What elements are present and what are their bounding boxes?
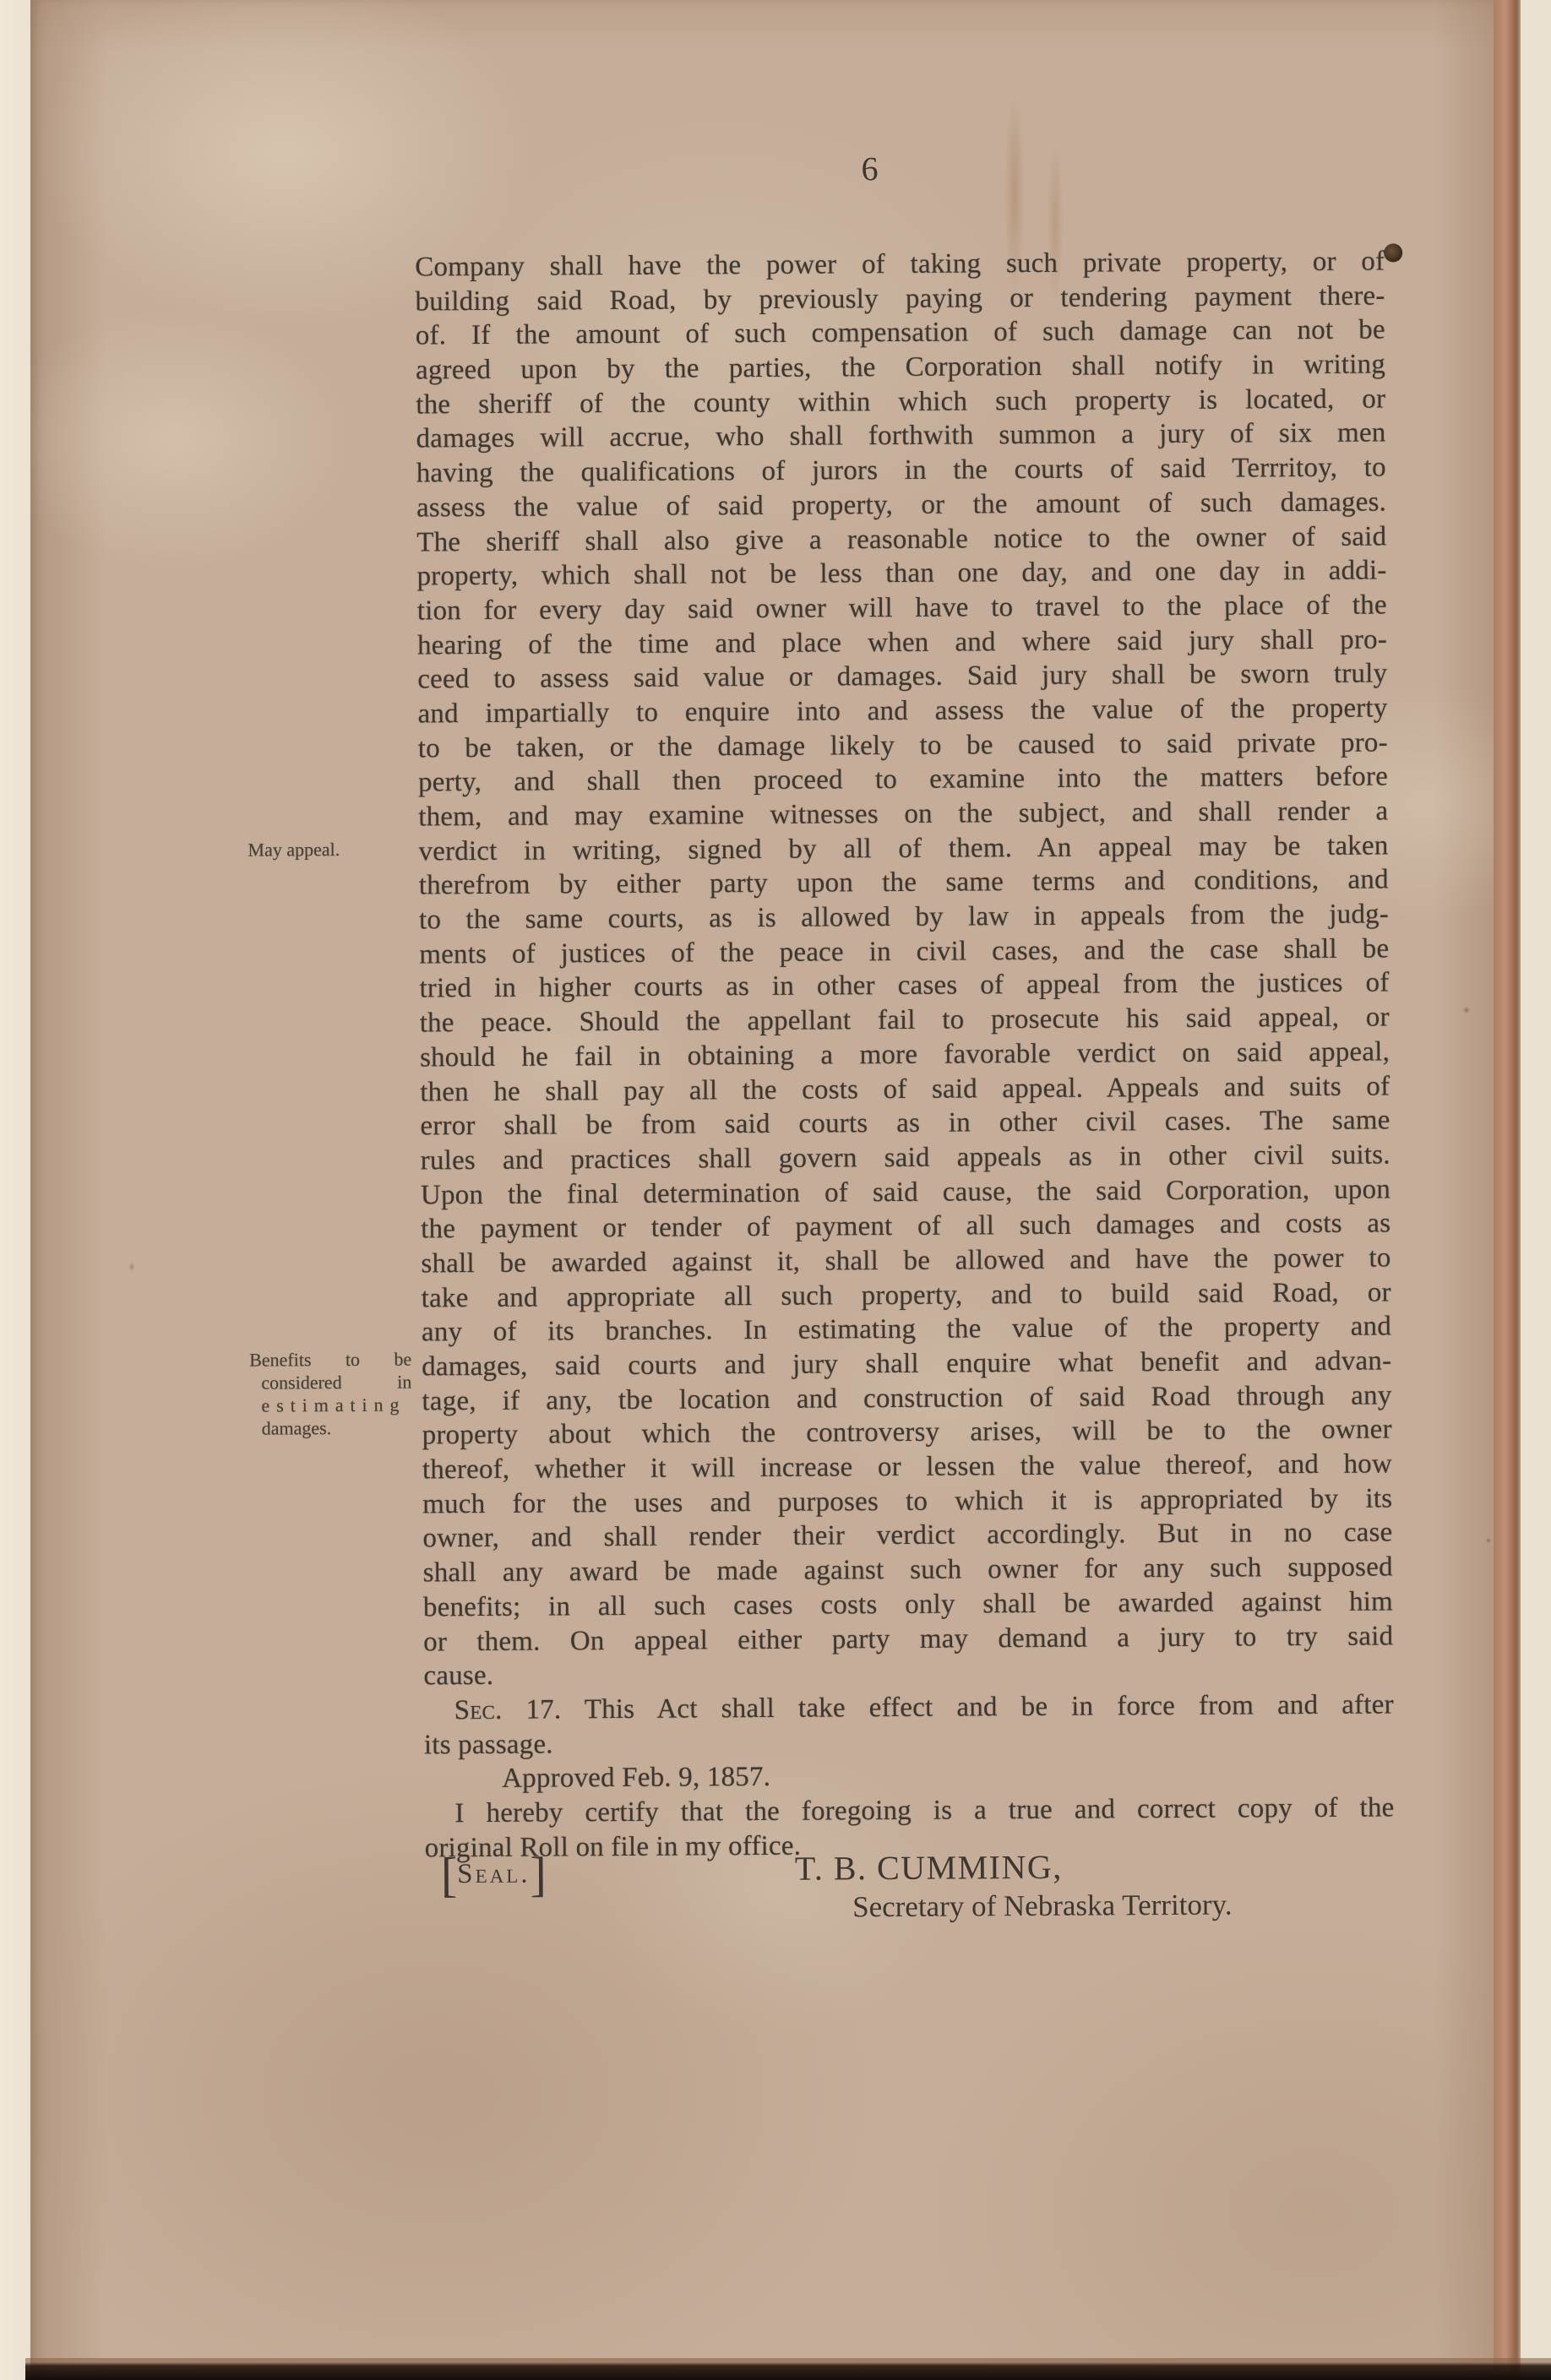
text-line: shall be awarded against it, shall be allowed and have the power to [421,1242,1391,1280]
text-line: thereof, whether it will increase or lessen the value thereof, and how [422,1448,1393,1486]
signatory-title: Secretary of Nebraska Territory. [852,1888,1233,1924]
text-line: to be taken, or the damage likely to be caused to said private pro- [417,727,1388,764]
text-line: take and appropriate all such property, and to build said Road, or [421,1277,1391,1314]
text-line: or them. On appeal either party may demand a jury to try said [423,1620,1394,1657]
text-line: property about which the controversy arises, will be to the owner [422,1414,1392,1451]
text-line: perty, and shall then proceed to examine into the matters before [417,761,1389,798]
margin-note-line: May appeal. [248,839,340,861]
margin-note-line: estimating [261,1394,406,1416]
margin-note-benefits [249,1348,412,1440]
margin-note-line: considered in [261,1371,412,1394]
text-line: the payment or tender of payment of all such damages and costs as [421,1208,1391,1245]
section-label: Sec. [454,1694,503,1726]
text-line: tion for every day said owner will have to travel to the place of the [416,590,1387,627]
text-line: them, and may examine witnesses on the subject, and shall render a [418,796,1389,833]
text-line: any of its branches. In estimating the value of the property and [421,1311,1392,1348]
text-line: having the qualifications of jurors in the courts of said Terrritoy, to [416,452,1386,489]
text-line: agreed upon by the parties, the Corporation shall notify in writing [415,349,1386,386]
text-line: tried in higher courts as in other cases of appeal from the justices of [419,967,1390,1004]
seal-mark [440,1846,547,1903]
text-line: property, which shall not be less than one day, and one day in addi- [416,555,1387,592]
text-line: therefrom by either party upon the same terms and conditions, and [418,864,1389,901]
seal-label: Seal. [457,1858,531,1890]
seal-bracket-open: [ [440,1847,458,1903]
text-line: should he fail in obtaining a more favorable verdict on said appeal, [419,1036,1390,1073]
text-line: hearing of the time and place when and where said jury shall pro- [416,623,1388,661]
signatory-name: T. B. CUMMING, [794,1847,1063,1888]
text-line: its passage. [423,1729,553,1760]
text-line: the sheriff of the county within which such property is located, or [416,383,1386,421]
margin-note-line: Benefits to be [249,1348,412,1371]
body-text [415,244,1395,1865]
ink-dot [1384,243,1402,262]
text-line: then he shall pay all the costs of said appeal. Appeals and suits of [420,1070,1390,1107]
text-line: to the same courts, as is allowed by law in appeals from the judg- [418,899,1390,936]
text-line: benefits; in all such cases costs only shall be awarded against him [422,1586,1394,1623]
text-line: ments of justices of the peace in civil cases, and the case shall be [419,933,1390,970]
text-line: cause. [423,1660,494,1692]
text-line: rules and practices shall govern said appeals as in other civil suits. [420,1139,1390,1176]
text-line: Upon the final determination of said cause, the said Corporation, upon [420,1173,1391,1210]
seal-bracket-close: ] [530,1846,547,1902]
text-line: original Roll on file in my office. [424,1830,802,1864]
text-line: error shall be from said courts as in other civil cases. The same [420,1105,1390,1142]
page-number: 6 [861,149,879,188]
text-line: damages will accrue, who shall forthwith summon a jury of six men [416,417,1386,454]
text-line: Sec. 17. This Act shall take effect and be in force from and after [454,1689,1394,1726]
text-line: The sheriff shall also give a reasonable notice to the owner of said [416,520,1387,557]
text-line: the peace. Should the appellant fail to prosecute his said appeal, or [419,1002,1390,1039]
text-line: and impartially to enquire into and assess the value of the property [417,693,1388,730]
text-line: I hereby certify that the foregoing is a true and correct copy of the [454,1792,1395,1829]
text-line: Company shall have the power of taking such private property, or of [415,246,1385,283]
text-line: shall any award be made against such owner for any such supposed [422,1551,1393,1589]
text-line: ceed to assess said value or damages. Said jury shall be sworn truly [417,658,1388,695]
margin-note-may-appeal [248,838,383,861]
text-line: damages, said courts and jury shall enquire what benefit and advan- [422,1345,1392,1383]
text-line: much for the uses and purposes to which it is appropriated by its [422,1483,1393,1520]
text-line: verdict in writing, signed by all of them. An appeal may be taken [418,830,1389,867]
text-line: tage, if any, tbe location and construction of said Road through any [422,1380,1392,1417]
text-line: assess the value of said property, or the amount of such damages. [416,486,1387,524]
margin-note-line: damages. [261,1417,332,1439]
text-line: owner, and shall render their verdict accordingly. But in no case [422,1517,1393,1554]
text-line: Approved Feb. 9, 1857. [502,1762,771,1795]
text-line: of. If the amount of such compensation of such damage can not be [415,314,1385,351]
text-line: building said Road, by previously paying or tendering payment there- [415,280,1385,318]
scan-dark-edge [25,2358,1551,2380]
